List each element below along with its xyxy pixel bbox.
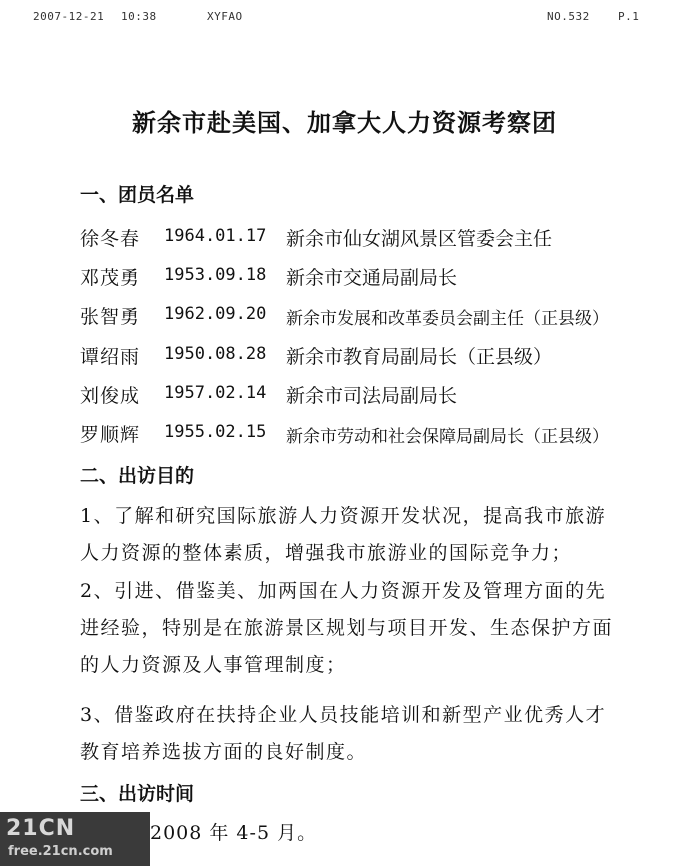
member-name: 罗顺辉 <box>80 424 141 446</box>
member-dob: 1964.01.17 <box>164 226 267 246</box>
purpose-line: 进经验，特别是在旅游景区规划与项目开发、生态保护方面 <box>80 617 614 639</box>
member-dob: 1953.09.18 <box>164 265 267 285</box>
fax-page-number: P.1 <box>618 10 640 23</box>
member-name: 邓茂勇 <box>80 267 141 289</box>
purpose-item <box>80 573 620 684</box>
members-heading: 一、团员名单 <box>80 184 195 206</box>
time-heading: 三、出访时间 <box>80 783 195 805</box>
member-position: 新余市交通局副局长 <box>286 267 458 289</box>
purpose-line: 的人力资源及人事管理制度； <box>80 654 347 676</box>
member-dob: 1957.02.14 <box>164 383 267 403</box>
member-name: 刘俊成 <box>80 385 141 407</box>
member-name: 张智勇 <box>80 306 141 328</box>
member-dob: 1962.09.20 <box>164 304 267 324</box>
fax-header <box>33 10 649 30</box>
purpose-line: 教育培养选拔方面的良好制度。 <box>80 741 368 763</box>
purpose-item <box>80 498 620 572</box>
member-position: 新余市仙女湖风景区管委会主任 <box>286 228 553 250</box>
fax-time: 10:38 <box>121 10 157 23</box>
member-name: 谭绍雨 <box>80 346 141 368</box>
member-position: 新余市司法局副局长 <box>286 385 458 407</box>
member-dob: 1950.08.28 <box>164 344 267 364</box>
fax-number: NO.532 <box>547 10 590 23</box>
fax-date: 2007-12-21 <box>33 10 105 23</box>
purpose-line: 2、引进、借鉴美、加两国在人力资源开发及管理方面的先 <box>80 580 607 602</box>
watermark-logo: 21CN <box>6 816 76 841</box>
document-title: 新余市赴美国、加拿大人力资源考察团 <box>132 109 557 137</box>
purpose-heading: 二、出访目的 <box>80 465 195 487</box>
watermark-url: free.21cn.com <box>8 844 113 859</box>
fax-sender: XYFAO <box>207 10 243 23</box>
purpose-line: 3、借鉴政府在扶持企业人员技能培训和新型产业优秀人才 <box>80 704 607 726</box>
member-dob: 1955.02.15 <box>164 422 267 442</box>
watermark-stamp <box>0 812 150 866</box>
member-position: 新余市劳动和社会保障局副局长（正县级） <box>286 427 609 447</box>
member-position: 新余市教育局副局长（正县级） <box>286 346 553 368</box>
purpose-line: 1、了解和研究国际旅游人力资源开发状况，提高我市旅游 <box>80 505 607 527</box>
member-position: 新余市发展和改革委员会副主任（正县级） <box>286 309 609 329</box>
purpose-line: 人力资源的整体素质，增强我市旅游业的国际竞争力； <box>80 542 573 564</box>
member-name: 徐冬春 <box>80 228 141 250</box>
visit-time: 2008 年 4-5 月。 <box>150 822 318 844</box>
purpose-item <box>80 697 620 771</box>
